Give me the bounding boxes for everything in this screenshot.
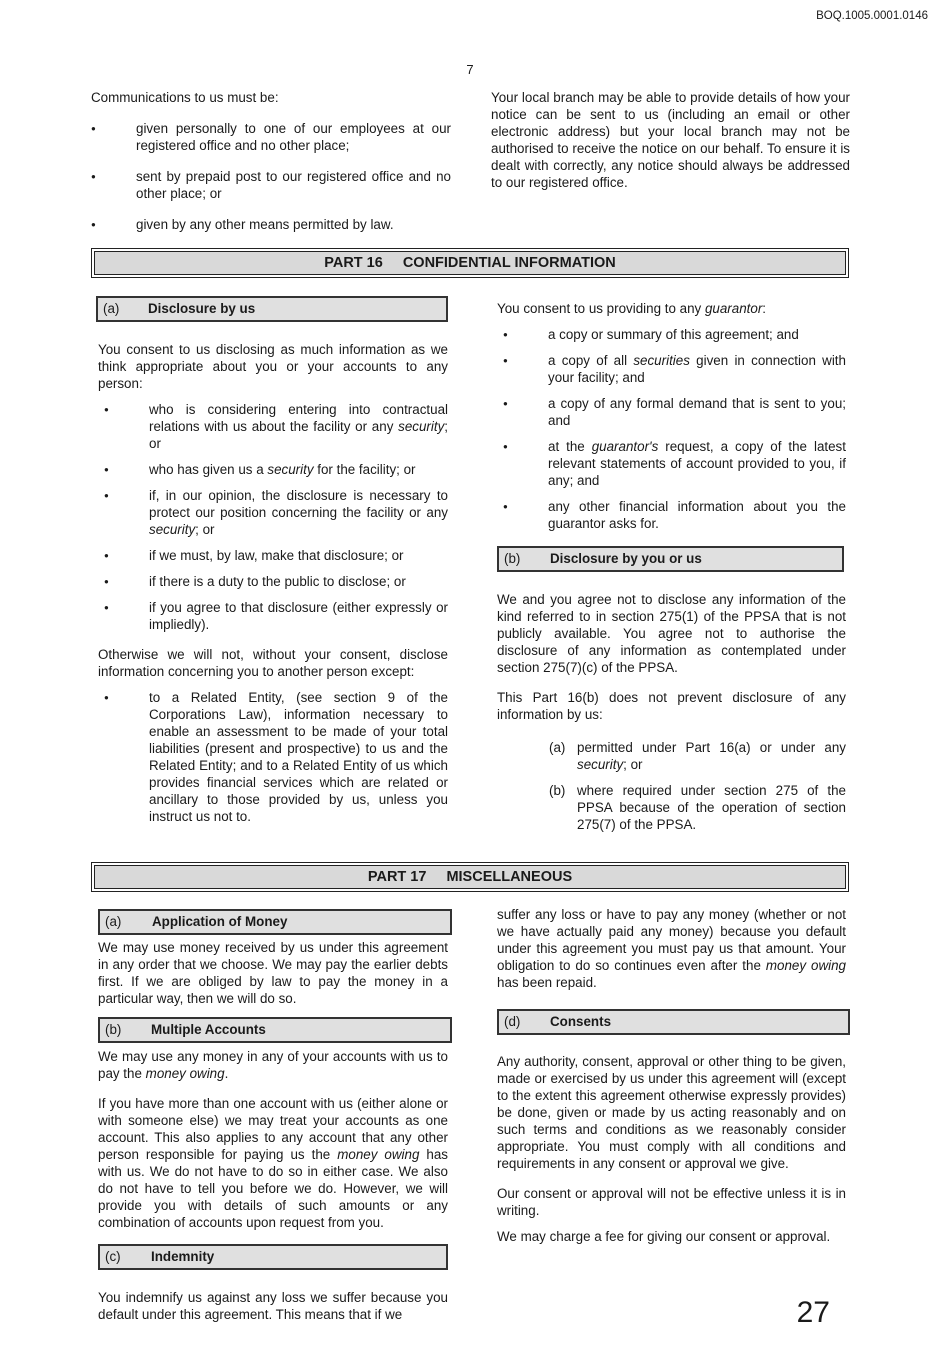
intro-right-paragraph: Your local branch may be able to provide details of how your notice can be sent to us (including an email or other electronic address) but your local branch may not be authorised to receive the notice on our behalf. To ensure it is dealt with correctly, any notice should always be addressed to our registered office. bbox=[491, 90, 850, 190]
section-title: Indemnity bbox=[151, 1249, 215, 1264]
multiple-accounts-paragraph-2: If you have more than one account with us (either alone or with someone else) we may treat your accounts as one account. This also applies to any account that any other person responsible for paying us the money owing has with us. We do not have to do so in either case. We also do not have to tell you before we do. However, we will provide you with details of such amounts or any combination of accounts upon request from you. bbox=[98, 1096, 448, 1230]
ppsa-exceptions bbox=[549, 739, 846, 833]
list-item: ● who has given us a security for the facility; or bbox=[149, 461, 448, 478]
section-title: Multiple Accounts bbox=[151, 1022, 266, 1037]
multiple-accounts-paragraph-1: We may use any money in any of your accounts with us to pay the money owing. bbox=[98, 1049, 448, 1081]
list-item: ● if, in our opinion, the disclosure is necessary to protect our position concerning the facility or any security; or bbox=[149, 487, 448, 538]
intro-lead: Communications to us must be: bbox=[91, 90, 279, 105]
part17-section-c-heading bbox=[98, 1244, 448, 1270]
disclosure-bullets bbox=[149, 401, 448, 633]
part16-section-a-heading bbox=[96, 296, 448, 322]
document-reference: BOQ.1005.0001.0146 bbox=[816, 10, 928, 22]
indemnity-continued-paragraph: suffer any loss or have to pay any money (whether or not we have actually paid any money) because you default under this agreement you must pay us that amount. Your obligation to do so continues even after the money owing has been repaid. bbox=[497, 907, 846, 990]
section-letter: (c) bbox=[105, 1249, 121, 1264]
part16-label: PART 16 bbox=[324, 255, 383, 271]
part16-section-b-heading bbox=[497, 546, 844, 572]
part16-banner bbox=[91, 248, 849, 278]
section-letter: (b) bbox=[105, 1022, 122, 1037]
indemnity-continuation bbox=[497, 906, 846, 991]
consents-paragraph-1: Any authority, consent, approval or other thing to be given, made or exercised by us under this agreement will (except to the extent this agreement otherwise expressly provides) be done, given or made by us acting reasonably and on such terms and conditions as we reasonably consider appropriate. You must comply with all conditions and requirements in any consent or approval we give. bbox=[497, 1054, 846, 1171]
disclosure-lead: You consent to us disclosing as much information as we think appropriate about you or your accounts to any person: bbox=[98, 342, 448, 391]
list-item: ● at the guarantor's request, a copy of the latest relevant statements of account provided to you, if any; and bbox=[548, 438, 846, 489]
part17-section-a-heading bbox=[98, 909, 452, 935]
section-letter: (d) bbox=[504, 1014, 521, 1029]
part16-guarantor bbox=[497, 300, 846, 532]
disclosure-otherwise: Otherwise we will not, without your consent, disclose information concerning you to another person except: bbox=[98, 647, 448, 679]
part17-title: MISCELLANEOUS bbox=[446, 869, 573, 885]
section-title: Disclosure by us bbox=[148, 301, 256, 316]
indemnity-paragraph: You indemnify us against any loss we suffer because you default under this agreement. This means that if we bbox=[98, 1290, 448, 1322]
list-item: ● who is considering entering into contractual relations with us about the facility or any security; or bbox=[149, 401, 448, 452]
part16-left-body bbox=[98, 341, 448, 825]
list-item: (b) where required under section 275 of the PPSA because of the operation of section 275(7) of the PPSA. bbox=[549, 783, 846, 832]
list-item: ● to a Related Entity, (see section 9 of the Corporations Law), information necessary to enable an assessment to be made of your total liabilities (present and prospective) to us and the Related Entity; and to a Related Entity of us which provides financial services which are related or ancillary to those provided by us, unless you instruct us not to. bbox=[149, 689, 448, 825]
consents-paragraph-3: We may charge a fee for giving our consent or approval. bbox=[497, 1229, 831, 1244]
section-title: Disclosure by you or us bbox=[550, 551, 702, 566]
list-item: ● a copy of any formal demand that is sent to you; and bbox=[548, 395, 846, 429]
part17-section-c-body bbox=[98, 1289, 448, 1323]
section-letter: (b) bbox=[504, 551, 521, 566]
application-paragraph: We may use money received by us under this agreement in any order that we choose. We may pay the earlier debts first. If we are obliged by law to pay the money in a particular way, then we will do so. bbox=[98, 940, 448, 1006]
consents-paragraph-2: Our consent or approval will not be effective unless it is in writing. bbox=[497, 1186, 846, 1218]
list-item: ● any other financial information about you the guarantor asks for. bbox=[548, 498, 846, 532]
section-letter: (a) bbox=[105, 914, 122, 929]
intro-left bbox=[91, 89, 451, 233]
ppsa-paragraph: We and you agree not to disclose any information of the kind referred to in section 275(1) of the PPSA that is not publicly available. You agree not to authorise the disclosure of any information as contemplated under section 275(7)(c) of the PPSA. bbox=[497, 592, 846, 675]
part17-banner bbox=[91, 862, 849, 892]
list-item: ● if there is a duty to the public to disclose; or bbox=[149, 573, 448, 590]
list-item: (a) permitted under Part 16(a) or under any security; or bbox=[549, 740, 846, 772]
list-item: ● if you agree to that disclosure (either expressly or impliedly). bbox=[149, 599, 448, 633]
page-number: 27 bbox=[796, 1296, 830, 1329]
section-title: Application of Money bbox=[152, 914, 288, 929]
list-item: ● a copy of all securities given in connection with your facility; and bbox=[548, 352, 846, 386]
ppsa-scope-paragraph: This Part 16(b) does not prevent disclosure of any information by us: bbox=[497, 690, 846, 722]
section-letter: (a) bbox=[103, 301, 120, 316]
part17-section-d-heading bbox=[497, 1009, 850, 1035]
guarantor-lead: You consent to us providing to any guarantor: bbox=[497, 301, 767, 316]
part17-section-d-body bbox=[497, 1053, 846, 1245]
related-entity-bullets bbox=[149, 689, 448, 825]
list-item: ● sent by prepaid post to our registered office and no other place; or bbox=[136, 168, 451, 202]
list-item: ● given by any other means permitted by law. bbox=[136, 216, 451, 233]
section-title: Consents bbox=[550, 1014, 612, 1029]
part17-label: PART 17 bbox=[367, 869, 427, 885]
part17-section-b-heading bbox=[98, 1017, 452, 1043]
intro-right bbox=[491, 89, 850, 191]
part16-section-b-body bbox=[497, 591, 846, 833]
list-item: ● a copy or summary of this agreement; and bbox=[548, 326, 846, 343]
intro-bullets bbox=[136, 120, 451, 233]
guarantor-bullets bbox=[548, 326, 846, 532]
part17-section-a-body bbox=[98, 939, 448, 1007]
list-item: ● if we must, by law, make that disclosure; or bbox=[149, 547, 448, 564]
part16-title: CONFIDENTIAL INFORMATION bbox=[402, 255, 616, 271]
part17-section-b-body bbox=[98, 1048, 448, 1231]
list-item: ● given personally to one of our employees at our registered office and no other place; bbox=[136, 120, 451, 154]
inner-page-number: 7 bbox=[466, 62, 474, 77]
